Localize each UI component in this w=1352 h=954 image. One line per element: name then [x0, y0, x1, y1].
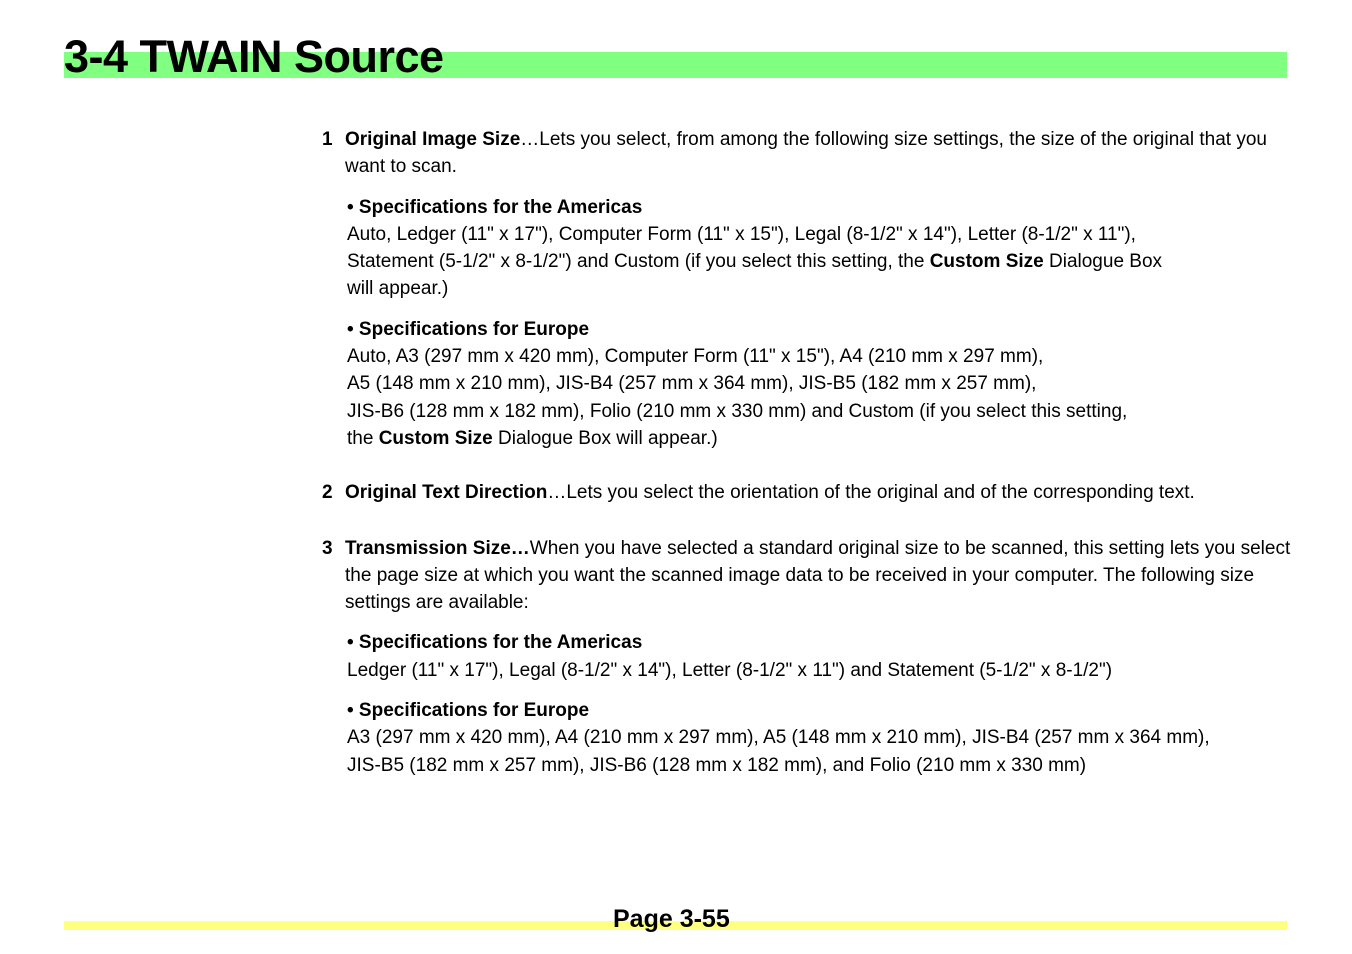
item-number: 2 [322, 482, 333, 504]
custom-size-label: Custom Size [929, 251, 1044, 273]
page-title: 3-4 TWAIN Source [64, 31, 444, 82]
item-text: …Lets you select the orientation of the original and of the corresponding text. [547, 482, 1195, 504]
spec-body: A3 (297 mm x 420 mm), A4 (210 mm x 297 mm), A5 (148 mm x 210 mm), JIS-B4 (257 mm x 364 mm), JIS-B5 (182 mm x 257 mm), JIS-B6 (128 mm x 182 mm), and Folio (210 mm x 330 mm) [347, 727, 1210, 776]
spec-body-text: Auto, A3 (297 mm x 420 mm), Computer Form (11" x 15"), A4 (210 mm x 297 mm), A5 (148 mm x 210 mm), JIS-B4 (257 mm x 364 mm), JIS-B5 (182 mm x 257 mm), JIS-B6 (128 mm x 182 mm), Folio (210 mm x 330 mm) and Custom (if you select this setting, the [347, 346, 1128, 449]
item-number: 3 [322, 537, 332, 559]
item-original-image-size [322, 126, 1292, 452]
spec-europe [347, 316, 1292, 452]
page-number: Page 3-55 [613, 905, 730, 933]
spec-body-text: Auto, Ledger (11" x 17"), Computer Form (11" x 15"), Legal (8-1/2" x 14"), Letter (8-1/2" x 11"), Statement (5-1/2" x 8-1/2") and Custom (if you select this setting, the [347, 223, 1136, 273]
item-heading: Original Text Direction [345, 482, 548, 504]
spec-europe [347, 697, 1292, 779]
spec-heading: • Specifications for the Americas [347, 196, 643, 218]
spec-americas [347, 194, 1292, 303]
spec-heading: • Specifications for Europe [347, 318, 590, 340]
item-description [345, 479, 1292, 506]
item-original-text-direction [322, 479, 1292, 506]
item-number: 1 [322, 129, 333, 150]
spec-body-text: Dialogue Box will appear.) [347, 251, 1163, 300]
spec-body: Ledger (11" x 17"), Legal (8-1/2" x 14"), Letter (8-1/2" x 11") and Statement (5-1/2" x 8-1/2") [347, 659, 1113, 681]
custom-size-label: Custom Size [378, 427, 493, 449]
spec-heading: • Specifications for the Americas [347, 632, 643, 654]
spec-americas [347, 629, 1292, 684]
item-text: When you have selected a standard original size to be scanned, this setting lets you select the page size at which you want the scanned image data to be received in your computer. The following size settings are available: [345, 537, 1291, 614]
item-transmission-size [322, 535, 1292, 779]
item-heading: Transmission Size… [345, 537, 530, 559]
item-text: …Lets you select, from among the following size settings, the size of the original that you want to scan. [345, 129, 1267, 178]
item-description [345, 126, 1292, 181]
item-heading: Original Image Size [345, 129, 521, 150]
spec-body [347, 343, 1292, 452]
spec-heading: • Specifications for Europe [347, 700, 590, 722]
page-content [322, 126, 1292, 779]
spec-body [347, 221, 1292, 303]
spec-body-text: Dialogue Box will appear.) [492, 427, 718, 449]
item-description [345, 535, 1292, 617]
